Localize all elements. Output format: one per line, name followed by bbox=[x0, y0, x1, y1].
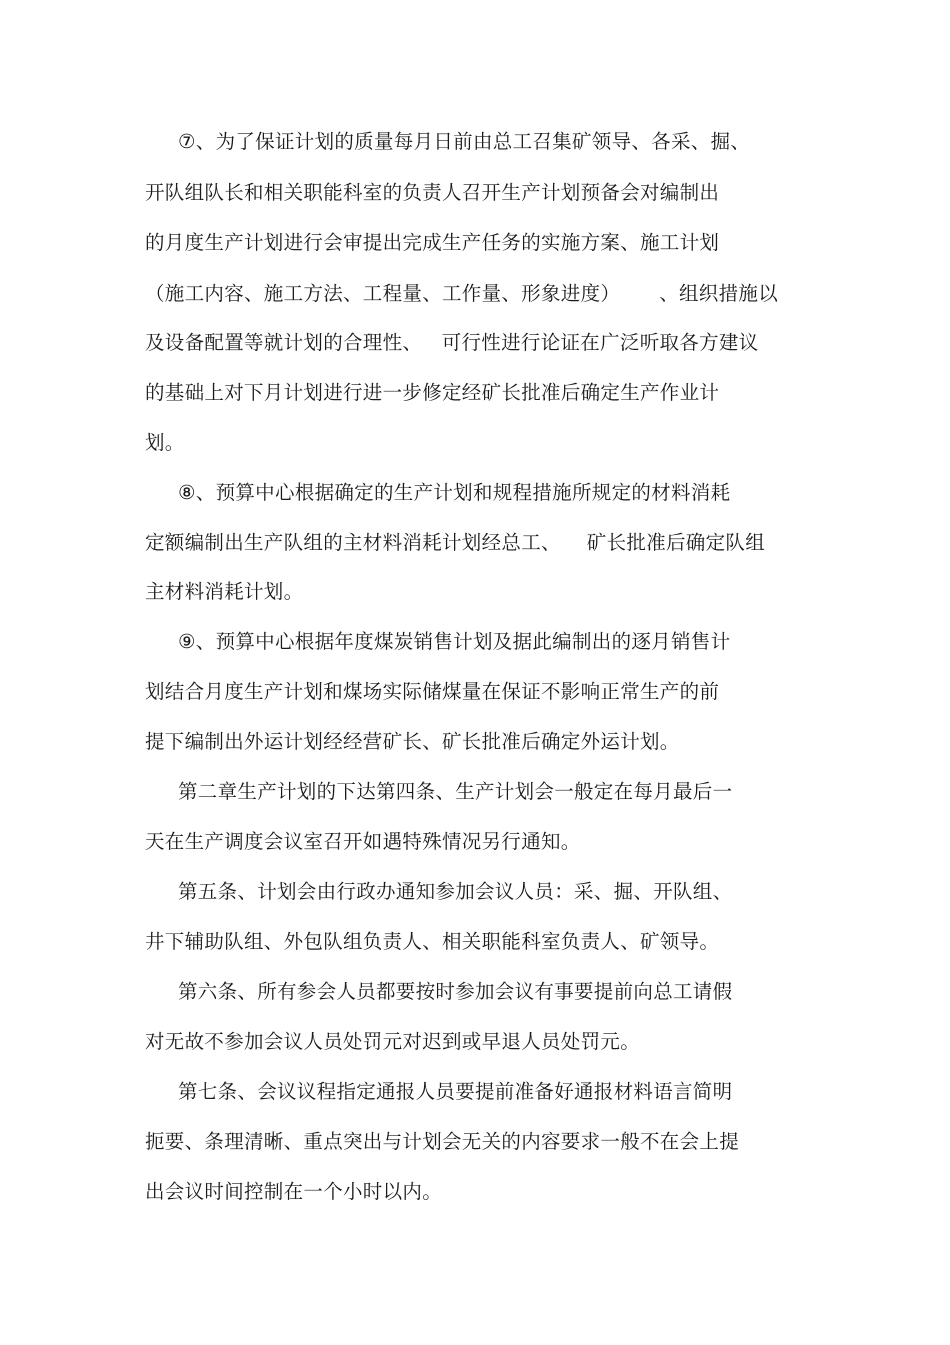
paragraph-7-line-2: 开队组队长和相关职能科室的负责人召开生产计划预备会对编制出 bbox=[145, 181, 720, 204]
article-5-line-2: 井下辅助队组、外包队组负责人、相关职能科室负责人、矿领导。 bbox=[145, 930, 720, 953]
paragraph-8-line-1: ⑧、预算中心根据确定的生产计划和规程措施所规定的材料消耗 bbox=[178, 481, 731, 504]
article-5-line-1: 第五条、计划会由行政办通知参加会议人员：采、掘、开队组、 bbox=[178, 880, 733, 903]
paragraph-7-line-3: 的月度生产计划进行会审提出完成生产任务的实施方案、施工计划 bbox=[145, 231, 720, 254]
article-7-line-1: 第七条、会议议程指定通报人员要提前准备好通报材料语言简明 bbox=[178, 1080, 733, 1103]
paragraph-7-line-7: 划。 bbox=[145, 431, 185, 454]
paragraph-9-line-3: 提下编制出外运计划经经营矿长、矿长批准后确定外运计划。 bbox=[145, 730, 680, 753]
article-7-line-3: 出会议时间控制在一个小时以内。 bbox=[145, 1180, 443, 1203]
chapter-2-line-2: 天在生产调度会议室召开如遇特殊情况另行通知。 bbox=[145, 830, 581, 853]
paragraph-7-line-6: 的基础上对下月计划进行进一步修定经矿长批准后确定生产作业计 bbox=[145, 381, 720, 404]
article-6-line-2: 对无故不参加会议人员处罚元对迟到或早退人员处罚元。 bbox=[145, 1030, 641, 1053]
paragraph-7-line-4: （施工内容、施工方法、工程量、工作量、形象进度） 、组织措施以 bbox=[145, 282, 778, 305]
paragraph-7-line-5: 及设备配置等就计划的合理性、 可行性进行论证在广泛听取各方建议 bbox=[145, 331, 759, 354]
chapter-2-line-1: 第二章生产计划的下达第四条、生产计划会一般定在每月最后一 bbox=[178, 780, 733, 803]
paragraph-7-line-1: ⑦、为了保证计划的质量每月日前由总工召集矿领导、各采、掘、 bbox=[178, 130, 751, 153]
article-6-line-1: 第六条、所有参会人员都要按时参加会议有事要提前向总工请假 bbox=[178, 980, 733, 1003]
paragraph-9-line-1: ⑨、预算中心根据年度煤炭销售计划及据此编制出的逐月销售计 bbox=[178, 630, 731, 653]
article-7-line-2: 扼要、条理清晰、重点突出与计划会无关的内容要求一般不在会上提 bbox=[145, 1130, 740, 1153]
paragraph-8-line-3: 主材料消耗计划。 bbox=[145, 580, 304, 603]
paragraph-8-line-2: 定额编制出生产队组的主材料消耗计划经总工、 矿长批准后确定队组 bbox=[145, 531, 765, 554]
paragraph-9-line-2: 划结合月度生产计划和煤场实际储煤量在保证不影响正常生产的前 bbox=[145, 680, 720, 703]
